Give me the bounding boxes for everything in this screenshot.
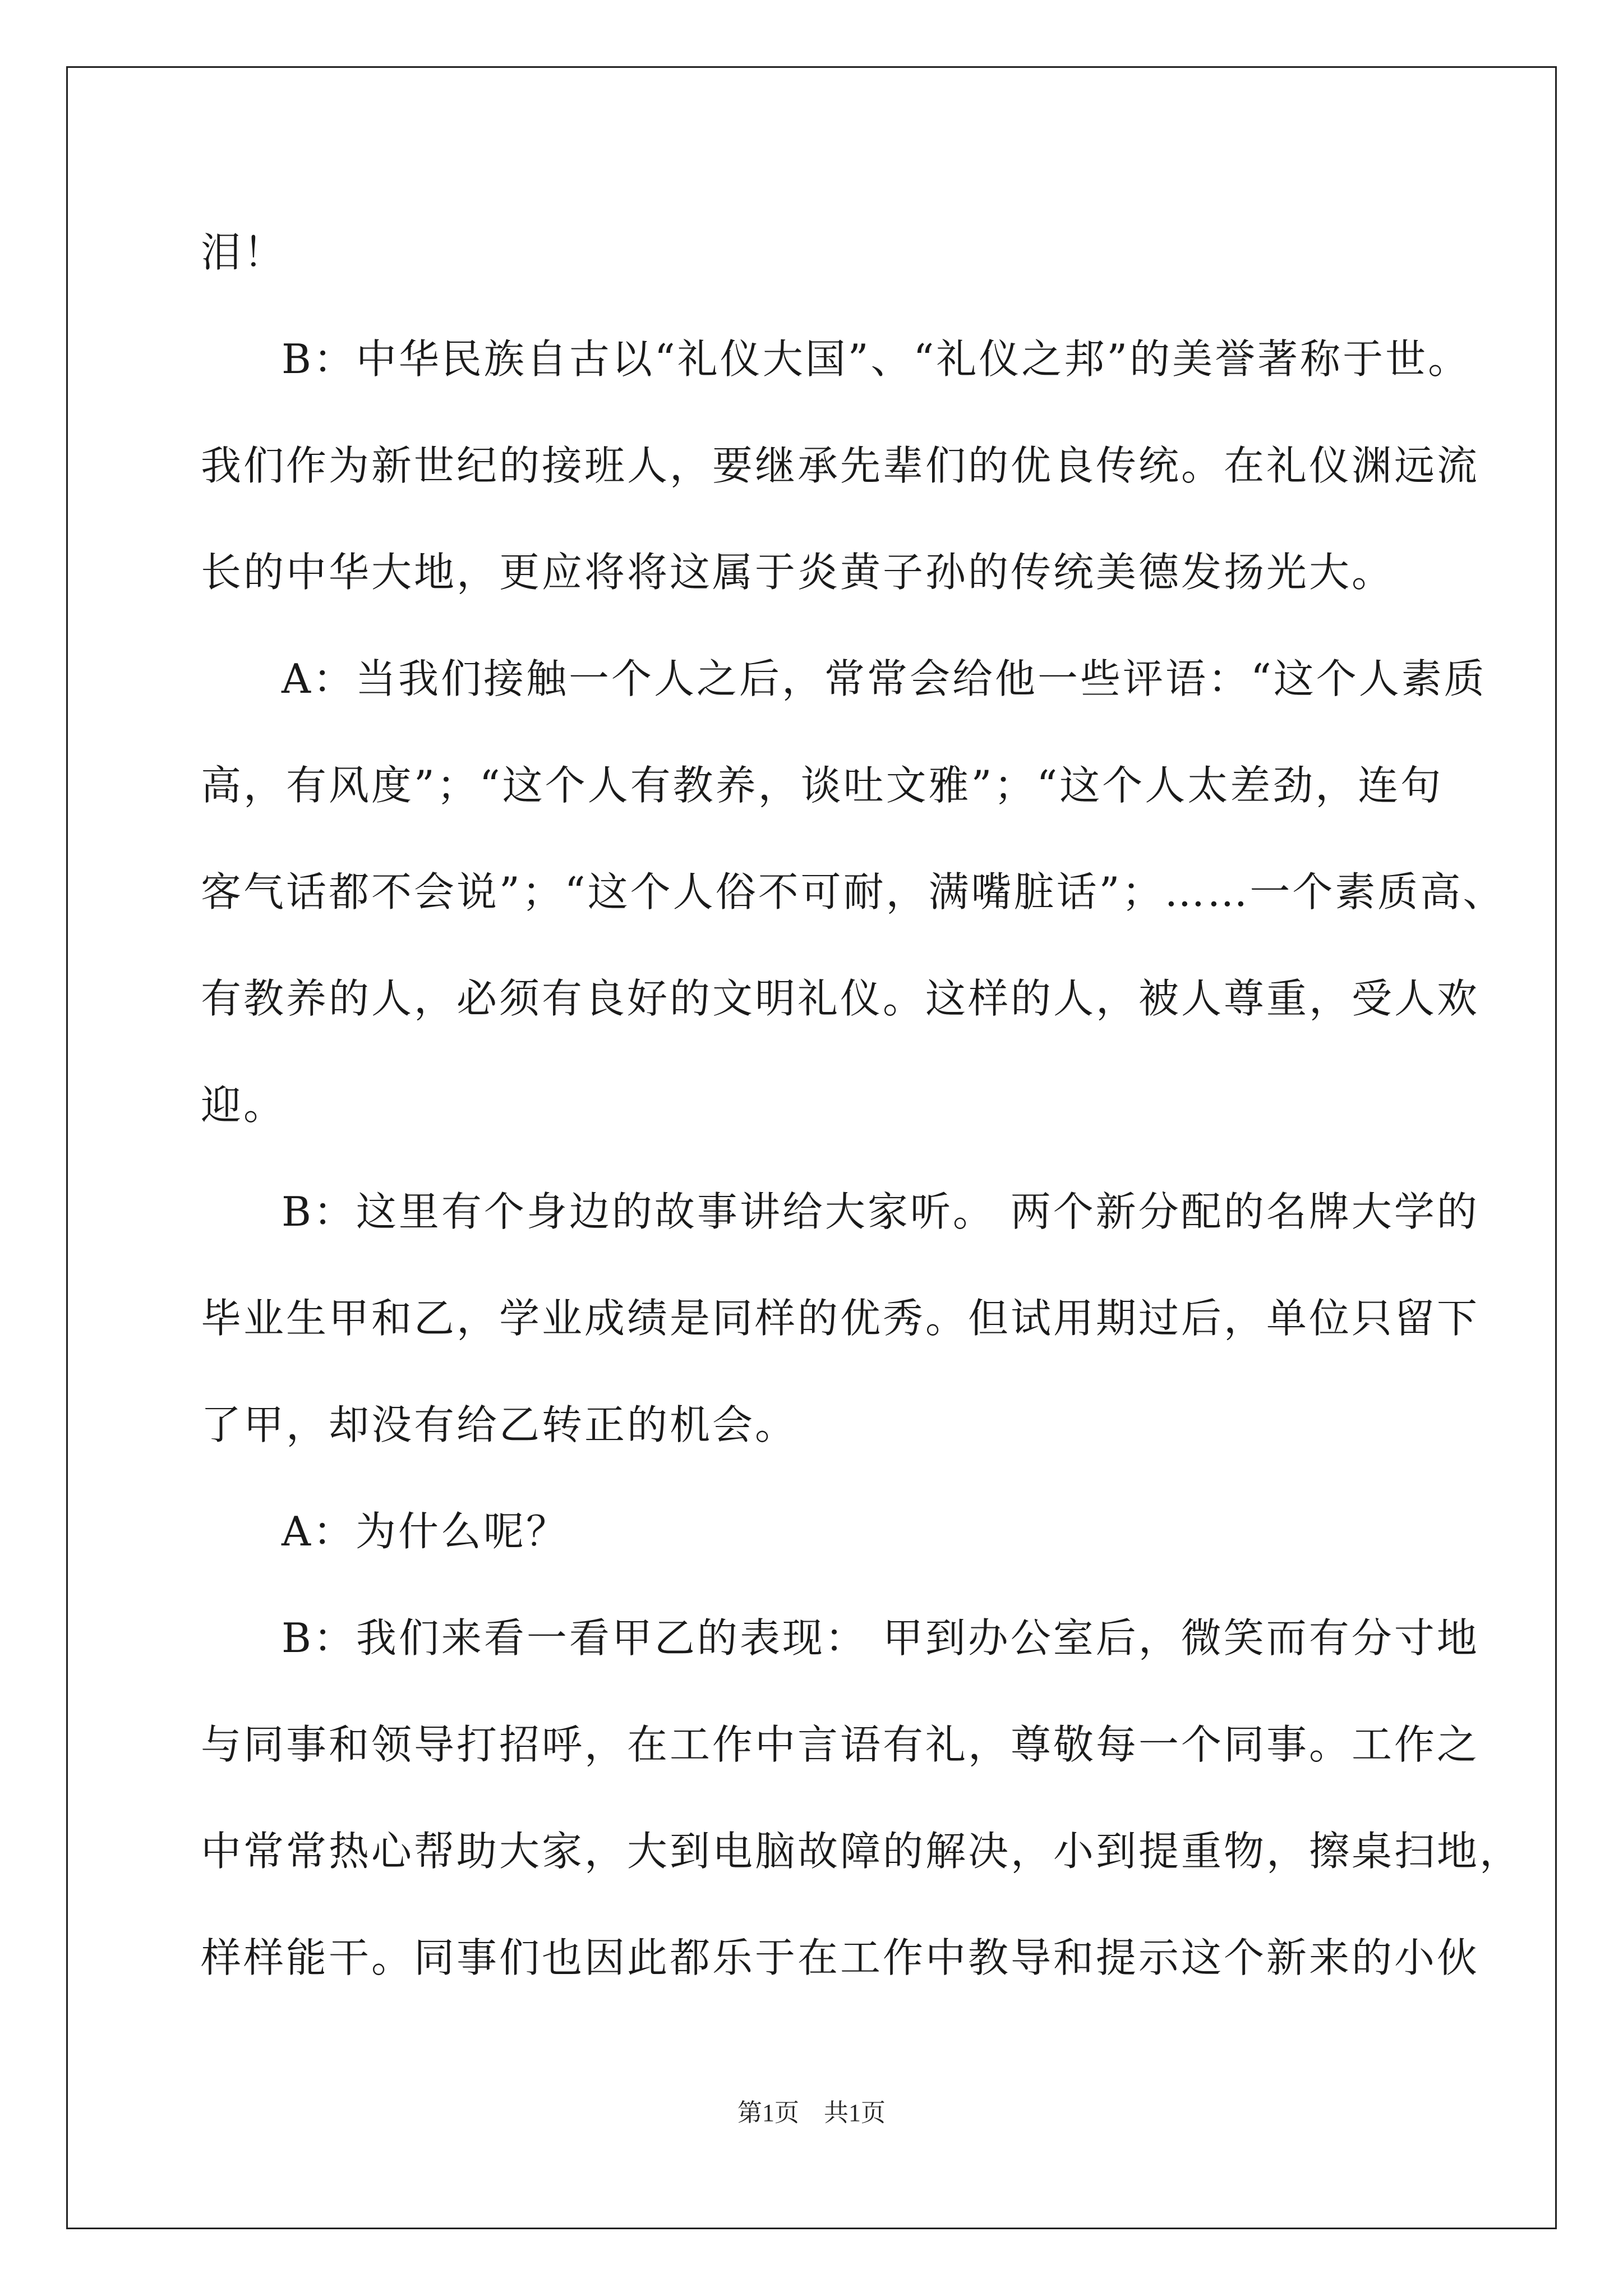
text-line-17: 样样能干。同事们也因此都乐于在工作中教导和提示这个新来的小伙 [201, 1934, 1480, 1981]
text-line-4: 长的中华大地，更应将将这属于炎黄子孙的传统美德发扬光大。 [201, 549, 1395, 596]
text-line-16: 中常常热心帮助大家，大到电脑故障的解决，小到提重物，擦桌扫地， [201, 1828, 1523, 1875]
text-line-9: 迎。 [201, 1082, 287, 1129]
text-line-2: B：中华民族自古以“礼仪大国”、“礼仪之邦”的美誉著称于世。 [282, 335, 1471, 383]
text-line-13: A：为什么呢？ [282, 1508, 569, 1555]
text-line-12: 了甲，却没有给乙转正的机会。 [201, 1401, 798, 1448]
text-line-5: A：当我们接触一个人之后，常常会给他一些评语：“这个人素质 [282, 655, 1487, 702]
text-line-15: 与同事和领导打招呼，在工作中言语有礼，尊敬每一个同事。工作之 [201, 1721, 1480, 1768]
text-line-6: 高，有风度”；“这个人有教养，谈吐文雅”；“这个人太差劲，连句 [201, 762, 1444, 809]
text-line-8: 有教养的人，必须有良好的文明礼仪。这样的人，被人尊重，受人欢 [201, 975, 1480, 1022]
text-line-7: 客气话都不会说”；“这个人俗不可耐，满嘴脏话”；……一个素质高、 [201, 868, 1506, 915]
text-line-14: B：我们来看一看甲乙的表现： 甲到办公室后，微笑而有分寸地 [282, 1614, 1479, 1662]
page-number-footer: 第1页 共1页 [737, 2099, 886, 2127]
text-line-11: 毕业生甲和乙，学业成绩是同样的优秀。但试用期过后，单位只留下 [201, 1295, 1480, 1342]
text-line-3: 我们作为新世纪的接班人，要继承先辈们的优良传统。在礼仪渊远流 [201, 442, 1480, 489]
text-line-1: 泪！ [201, 229, 287, 276]
text-line-10: B：这里有个身边的故事讲给大家听。 两个新分配的名牌大学的 [282, 1188, 1479, 1235]
document-body [201, 199, 1523, 2011]
